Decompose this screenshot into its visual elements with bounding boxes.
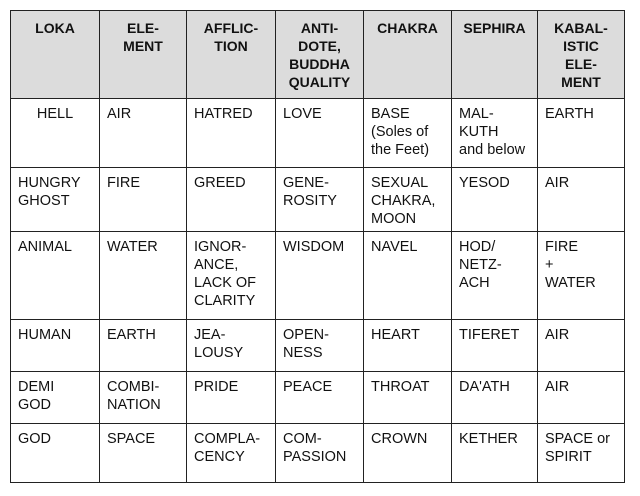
cell-antidote: LOVE <box>276 99 364 168</box>
cell-kabalistic-element: AIR <box>538 372 625 424</box>
loka-correspondence-table <box>10 10 625 483</box>
cell-element: FIRE <box>100 168 187 232</box>
cell-sephira: DA'ATH <box>452 372 538 424</box>
table-row <box>11 99 625 168</box>
table-row <box>11 232 625 320</box>
cell-element: COMBI- NATION <box>100 372 187 424</box>
cell-loka: HUNGRY GHOST <box>11 168 100 232</box>
cell-chakra: BASE (Soles of the Feet) <box>364 99 452 168</box>
cell-kabalistic-element: AIR <box>538 320 625 372</box>
cell-affliction: HATRED <box>187 99 276 168</box>
cell-element: SPACE <box>100 424 187 483</box>
table-row <box>11 424 625 483</box>
cell-sephira: HOD/ NETZ- ACH <box>452 232 538 320</box>
cell-antidote: COM- PASSION <box>276 424 364 483</box>
cell-kabalistic-element: EARTH <box>538 99 625 168</box>
cell-chakra: THROAT <box>364 372 452 424</box>
cell-affliction: GREED <box>187 168 276 232</box>
header-affliction: AFFLIC- TION <box>187 11 276 99</box>
cell-element: WATER <box>100 232 187 320</box>
cell-chakra: HEART <box>364 320 452 372</box>
cell-kabalistic-element: SPACE or SPIRIT <box>538 424 625 483</box>
header-element: ELE- MENT <box>100 11 187 99</box>
cell-sephira: TIFERET <box>452 320 538 372</box>
table-row <box>11 372 625 424</box>
header-antidote: ANTI- DOTE, BUDDHA QUALITY <box>276 11 364 99</box>
cell-chakra: CROWN <box>364 424 452 483</box>
table-row <box>11 320 625 372</box>
cell-kabalistic-element: FIRE + WATER <box>538 232 625 320</box>
cell-chakra: NAVEL <box>364 232 452 320</box>
cell-element: AIR <box>100 99 187 168</box>
cell-loka: DEMI GOD <box>11 372 100 424</box>
cell-loka: HELL <box>11 99 100 168</box>
cell-loka: GOD <box>11 424 100 483</box>
header-chakra: CHAKRA <box>364 11 452 99</box>
cell-antidote: OPEN- NESS <box>276 320 364 372</box>
cell-sephira: KETHER <box>452 424 538 483</box>
header-row <box>11 11 625 99</box>
header-loka: LOKA <box>11 11 100 99</box>
cell-chakra: SEXUAL CHAKRA, MOON <box>364 168 452 232</box>
cell-affliction: JEA- LOUSY <box>187 320 276 372</box>
cell-element: EARTH <box>100 320 187 372</box>
cell-antidote: GENE- ROSITY <box>276 168 364 232</box>
cell-sephira: MAL- KUTH and below <box>452 99 538 168</box>
cell-affliction: COMPLA- CENCY <box>187 424 276 483</box>
cell-loka: HUMAN <box>11 320 100 372</box>
cell-antidote: PEACE <box>276 372 364 424</box>
cell-loka: ANIMAL <box>11 232 100 320</box>
cell-antidote: WISDOM <box>276 232 364 320</box>
header-kabalistic-element: KABAL- ISTIC ELE- MENT <box>538 11 625 99</box>
cell-sephira: YESOD <box>452 168 538 232</box>
header-sephira: SEPHIRA <box>452 11 538 99</box>
table-row <box>11 168 625 232</box>
cell-affliction: IGNOR- ANCE, LACK OF CLARITY <box>187 232 276 320</box>
cell-kabalistic-element: AIR <box>538 168 625 232</box>
cell-affliction: PRIDE <box>187 372 276 424</box>
